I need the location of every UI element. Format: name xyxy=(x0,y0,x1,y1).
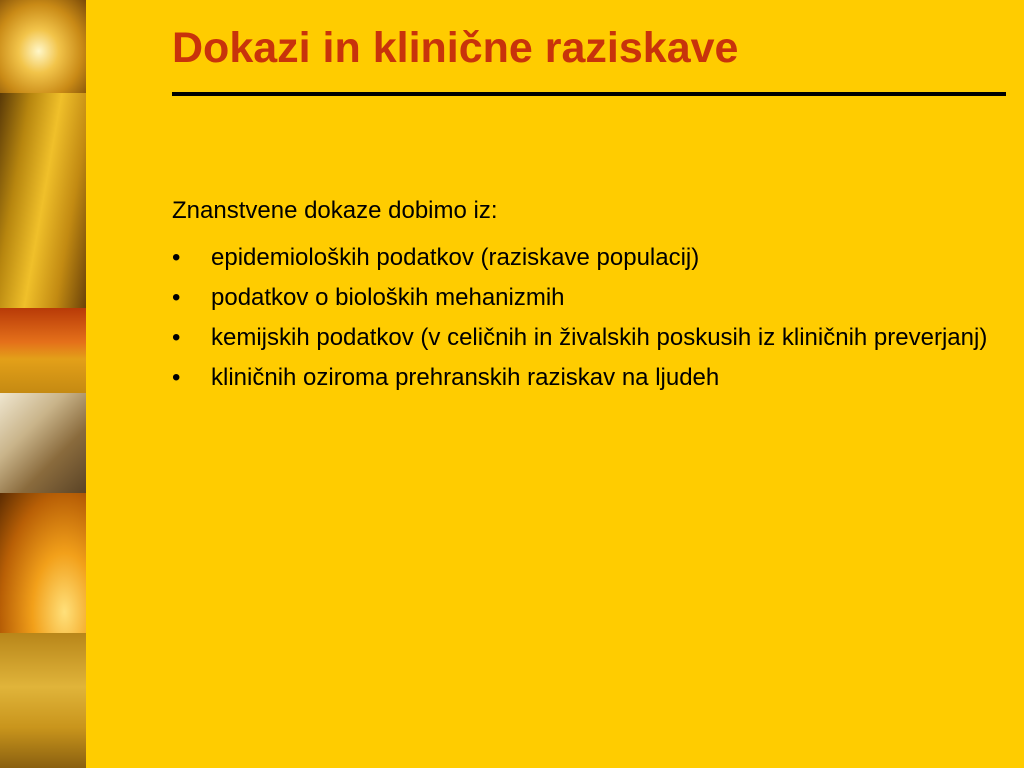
wheat-sunset-image xyxy=(0,493,86,633)
sunflower-field-image xyxy=(0,308,86,393)
bullet-text: kliničnih oziroma prehranskih raziskav na ljudeh xyxy=(211,364,720,391)
bullet-icon: • xyxy=(172,284,181,311)
bullet-item xyxy=(172,281,1012,315)
bullet-item xyxy=(172,241,1012,275)
bullet-icon: • xyxy=(172,324,181,351)
title-underline xyxy=(172,92,1006,96)
bullet-icon: • xyxy=(172,244,181,271)
bullet-item xyxy=(172,321,1012,355)
slide-title: Dokazi in klinične raziskave xyxy=(172,24,739,72)
oil-drop-image xyxy=(0,0,86,93)
bullet-text: podatkov o bioloških mehanizmih xyxy=(211,284,565,311)
bullet-text: epidemioloških podatkov (raziskave populacij) xyxy=(211,244,700,271)
bullet-item xyxy=(172,361,1012,395)
golden-field-image xyxy=(0,633,86,768)
decorative-photo-strip xyxy=(0,0,86,768)
bread-image xyxy=(0,393,86,493)
bullet-icon: • xyxy=(172,364,181,391)
bullet-list xyxy=(172,241,1012,401)
wheat-field-image xyxy=(0,93,86,308)
bullet-text: kemijskih podatkov (v celičnih in živalskih poskusih iz kliničnih preverjanj) xyxy=(211,324,988,351)
intro-text: Znanstvene dokaze dobimo iz: xyxy=(172,197,498,224)
